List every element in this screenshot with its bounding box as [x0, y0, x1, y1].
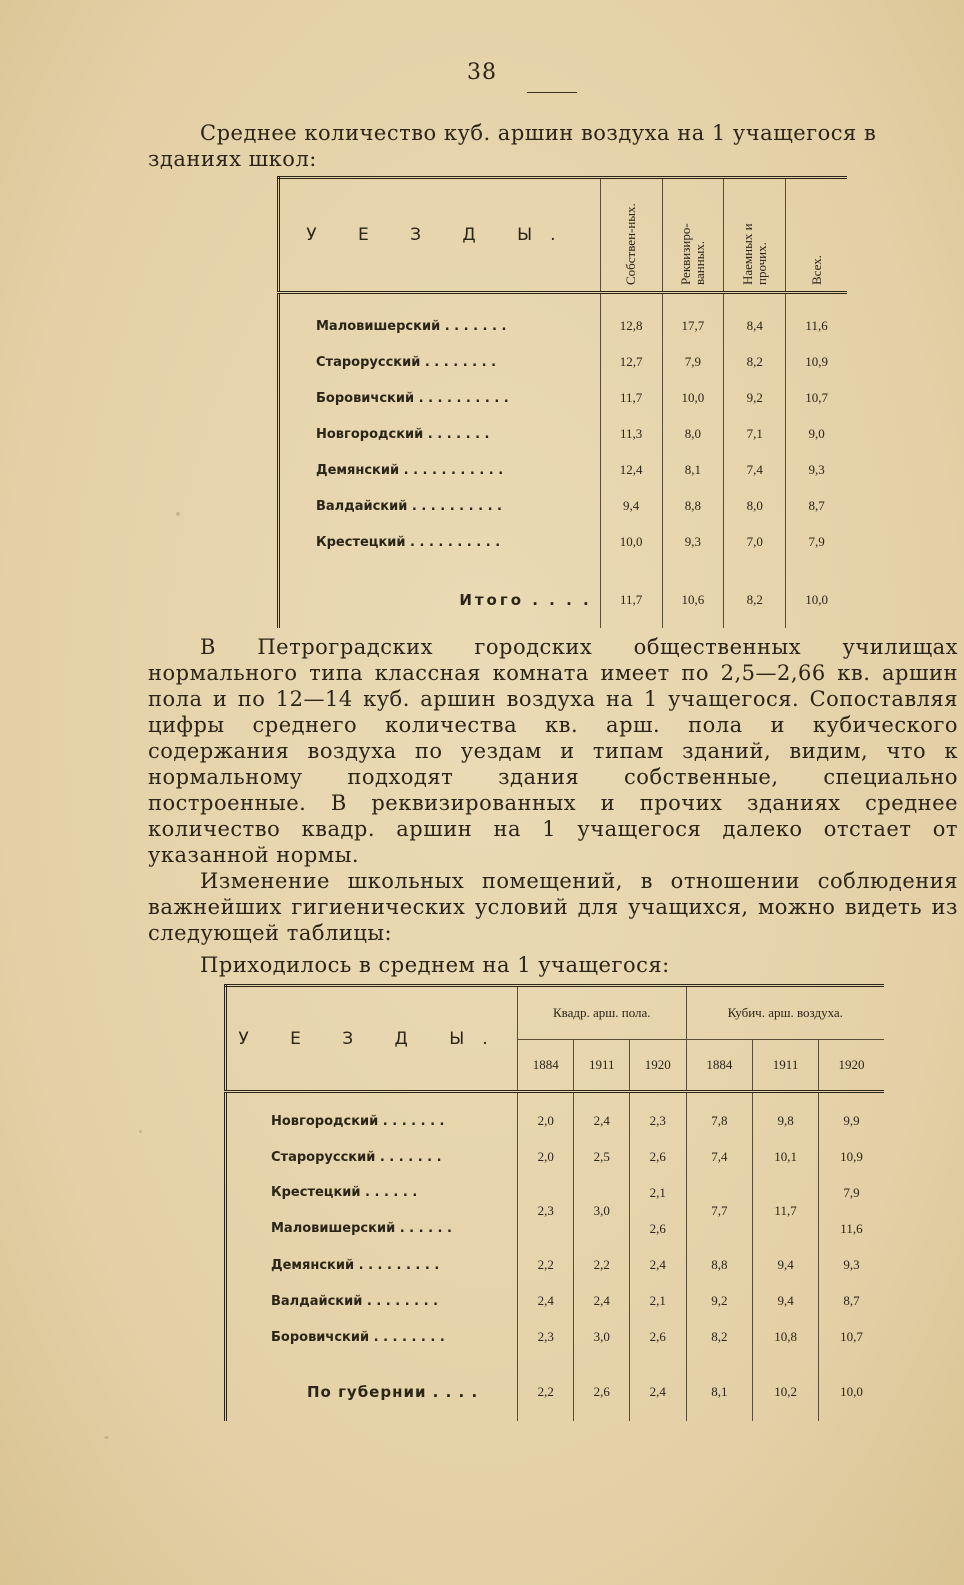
table-cell: 9,9: [818, 1092, 884, 1140]
table-cell: 11,6: [786, 293, 847, 345]
table-cell: 8,8: [686, 1247, 753, 1283]
year-header: 1911: [574, 1040, 630, 1092]
table-cell: 10,0: [662, 380, 724, 416]
table2-caption: Приходилось в среднем на 1 учащегося:: [200, 953, 670, 977]
table-cell: 8,4: [724, 293, 786, 345]
table-row: [279, 452, 848, 488]
district-name: Демянский . . . . . . . . .: [271, 1257, 440, 1273]
table-cell: 7,9: [786, 524, 847, 560]
table-row: [279, 344, 848, 380]
paper-speck: [176, 512, 180, 516]
district-name: Новгородский . . . . . . .: [316, 426, 490, 442]
year-header: 1884: [686, 1040, 753, 1092]
table2-district-header: У Е З Д Ы.: [226, 986, 518, 1092]
table-cell: 9,4: [600, 488, 662, 524]
table-cell: 11,3: [600, 416, 662, 452]
table-cell: 2,4: [629, 1355, 686, 1421]
body-text: [148, 634, 958, 946]
table-cell: 12,7: [600, 344, 662, 380]
table-cell: 10,1: [753, 1139, 819, 1175]
table-cell: 2,6: [629, 1319, 686, 1355]
table-cell: 2,4: [574, 1283, 630, 1319]
table-cell: 8,7: [818, 1283, 884, 1319]
split-cell: [818, 1175, 884, 1247]
table-cell: 2,0: [518, 1092, 574, 1140]
table-cell: 2,4: [629, 1247, 686, 1283]
total-label: Итого . . . .: [459, 591, 592, 609]
district-name: Старорусский . . . . . . .: [271, 1149, 442, 1165]
district-name: Боровичский . . . . . . . .: [271, 1329, 445, 1345]
district-name: Маловишерский . . . . . . .: [316, 318, 507, 334]
table-cell: 17,7: [662, 293, 724, 345]
table-cell: 8,1: [686, 1355, 753, 1421]
table-cell: 2,6: [574, 1355, 630, 1421]
table-cell: 11,6: [840, 1221, 863, 1236]
air-volume-table: [277, 176, 847, 628]
table-cell: 9,8: [753, 1092, 819, 1140]
table-cell: 12,8: [600, 293, 662, 345]
table-cell: 10,7: [786, 380, 847, 416]
table-row: [279, 293, 848, 345]
table-cell: 2,2: [518, 1247, 574, 1283]
table-cell: 9,2: [724, 380, 786, 416]
table-cell: 2,1: [649, 1185, 666, 1200]
table-cell: 7,9: [843, 1185, 860, 1200]
table-cell: 2,0: [518, 1139, 574, 1175]
district-name: Маловишерский . . . . . .: [271, 1221, 452, 1236]
table-row: [279, 380, 848, 416]
paragraph: Изменение школьных помещений, в отношении соблюдения важнейших гигиенических условий для учащихся, можно видеть из следующей таблицы:: [148, 869, 958, 945]
table-cell: 7,4: [724, 452, 786, 488]
table-cell: 9,3: [662, 524, 724, 560]
table1-col-header: Собствен-ных.: [600, 178, 662, 293]
table-cell: 10,0: [818, 1355, 884, 1421]
district-name: Боровичский . . . . . . . . . .: [316, 390, 509, 406]
table-cell: 2,6: [629, 1139, 686, 1175]
year-header: 1920: [629, 1040, 686, 1092]
district-name: Валдайский . . . . . . . .: [271, 1293, 439, 1309]
table-cell: 8,0: [724, 488, 786, 524]
table-cell: 3,0: [574, 1319, 630, 1355]
table-cell: 2,2: [518, 1355, 574, 1421]
table-cell: 7,0: [724, 524, 786, 560]
table-cell: 8,0: [662, 416, 724, 452]
table-cell: 9,0: [786, 416, 847, 452]
table-cell: 10,2: [753, 1355, 819, 1421]
table-cell: 10,9: [818, 1139, 884, 1175]
table-cell: 8,8: [662, 488, 724, 524]
table-row: [226, 1092, 885, 1140]
district-name: Новгородский . . . . . . .: [271, 1113, 445, 1129]
table1-col-header: Реквизиро-ванных.: [662, 178, 724, 293]
table1-col-header: Всех.: [786, 178, 847, 293]
table-cell: 9,4: [753, 1283, 819, 1319]
table-cell: 2,5: [574, 1139, 630, 1175]
page-number: 38: [467, 60, 497, 85]
table-cell: 10,0: [600, 524, 662, 560]
paper-speck: [104, 1436, 109, 1439]
table-cell: 8,2: [724, 344, 786, 380]
split-cell: [629, 1175, 686, 1247]
table-cell: 10,6: [662, 560, 724, 628]
table-row: [226, 1247, 885, 1283]
table-cell: 8,2: [686, 1319, 753, 1355]
table-cell: 2,1: [629, 1283, 686, 1319]
area-volume-by-year-table: [224, 984, 884, 1421]
merged-table-row: [226, 1175, 885, 1247]
table2-group-header: Кубич. арш. воздуха.: [686, 986, 884, 1040]
table-cell: 7,1: [724, 416, 786, 452]
total-label: По губернии . . . .: [307, 1383, 479, 1401]
table-total-row: [279, 560, 848, 628]
table1-col-header: Наемных и прочих.: [724, 178, 786, 293]
table-cell: 8,2: [724, 560, 786, 628]
table-cell: 11,7: [600, 560, 662, 628]
page-number-rule: [527, 92, 577, 93]
table-cell: 7,7: [686, 1175, 753, 1247]
table-cell: 2,2: [574, 1247, 630, 1283]
table1-district-header: У Е З Д Ы.: [279, 178, 601, 293]
table-row: [279, 416, 848, 452]
table-cell: 10,8: [753, 1319, 819, 1355]
year-header: 1920: [818, 1040, 884, 1092]
table-row: [226, 1139, 885, 1175]
table-cell: 9,3: [786, 452, 847, 488]
table2-group-header: Квадр. арш. пола.: [518, 986, 687, 1040]
table-cell: 2,6: [649, 1221, 666, 1236]
table-row: [279, 488, 848, 524]
merged-district-names: [226, 1175, 518, 1247]
table1-caption: Среднее количество куб. аршин воздуха на 1 учащегося в зданиях школ:: [148, 121, 877, 171]
table-row: [279, 524, 848, 560]
year-header: 1884: [518, 1040, 574, 1092]
table-cell: 3,0: [574, 1175, 630, 1247]
table-cell: 7,4: [686, 1139, 753, 1175]
district-name: Крестецкий . . . . . . . . . .: [316, 534, 501, 550]
table-cell: 11,7: [600, 380, 662, 416]
table-cell: 10,0: [786, 560, 847, 628]
table-row: [226, 1283, 885, 1319]
table-cell: 2,3: [518, 1175, 574, 1247]
table-cell: 10,7: [818, 1319, 884, 1355]
table-cell: 2,4: [518, 1283, 574, 1319]
year-header: 1911: [753, 1040, 819, 1092]
table-cell: 9,2: [686, 1283, 753, 1319]
table-cell: 11,7: [753, 1175, 819, 1247]
table-cell: 8,7: [786, 488, 847, 524]
table-cell: 10,9: [786, 344, 847, 380]
table-cell: 8,1: [662, 452, 724, 488]
table-cell: 9,4: [753, 1247, 819, 1283]
table-cell: 2,3: [629, 1092, 686, 1140]
district-name: Валдайский . . . . . . . . . .: [316, 498, 502, 514]
district-name: Крестецкий . . . . . .: [271, 1185, 418, 1200]
table-cell: 2,3: [518, 1319, 574, 1355]
district-name: Демянский . . . . . . . . . . .: [316, 462, 504, 478]
paper-speck: [139, 1130, 142, 1133]
table-total-row: [226, 1355, 885, 1421]
district-name: Старорусский . . . . . . . .: [316, 354, 497, 370]
table-cell: 9,3: [818, 1247, 884, 1283]
paragraph: В Петроградских городских общественных училищах нормального типа классная комната имеет по 2,5—2,66 кв. аршин пола и по 12—14 куб. аршин воздуха на 1 учащегося. Сопоставляя цифры среднего количества кв. арш. пола и кубического содержания воздуха по уездам и типам зданий, видим, что к нормальному подходят здания собственные, специально построенные. В реквизированных и прочих зданиях среднее количество квадр. аршин на 1 учащегося далеко отстает от указанной нормы.: [148, 635, 958, 867]
table-cell: 7,9: [662, 344, 724, 380]
table-row: [226, 1319, 885, 1355]
table-cell: 12,4: [600, 452, 662, 488]
table-cell: 7,8: [686, 1092, 753, 1140]
table-cell: 2,4: [574, 1092, 630, 1140]
